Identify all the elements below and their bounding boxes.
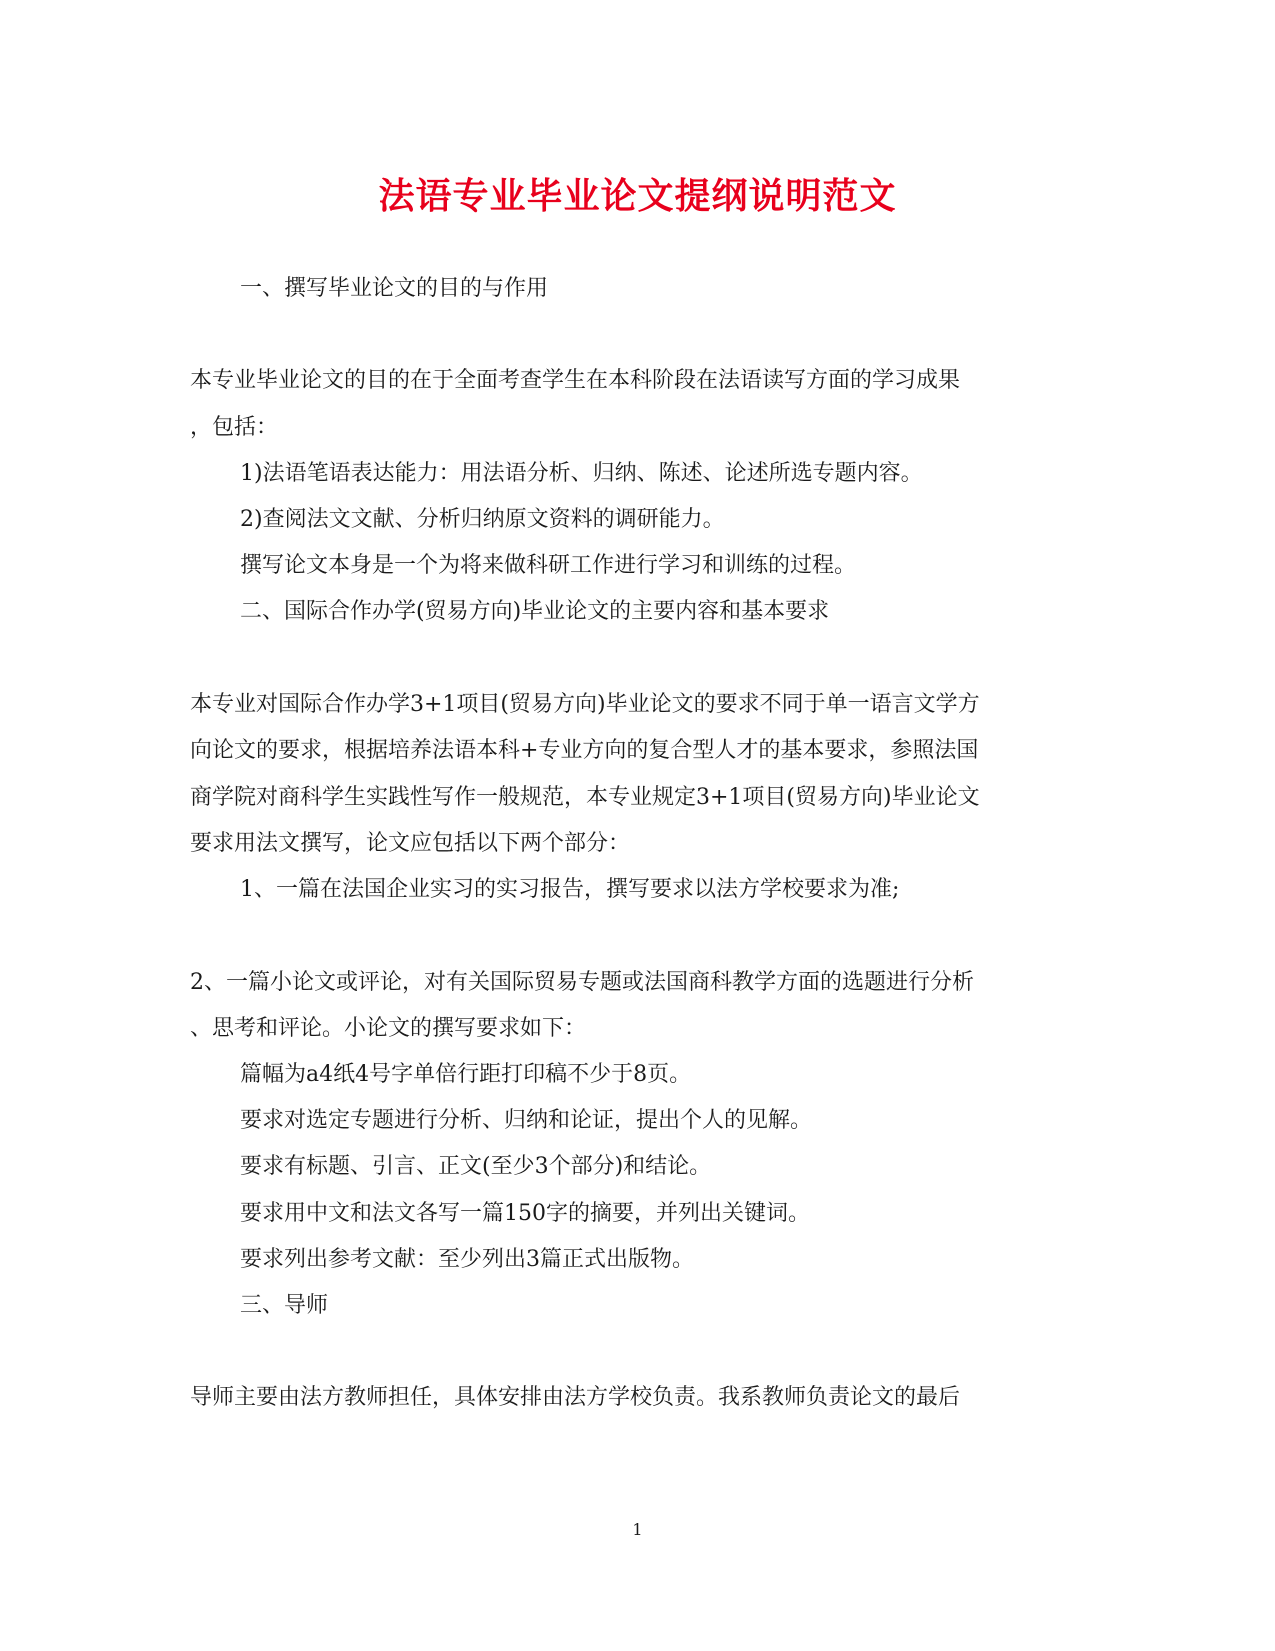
list-item: 1)法语笔语表达能力：用法语分析、归纳、陈述、论述所选专题内容。 [240,461,923,486]
requirement-item: 要求有标题、引言、正文(至少3个部分)和结论。 [240,1154,712,1179]
paragraph-line: ，包括： [190,415,279,440]
paragraph-line: 商学院对商科学生实践性写作一般规范，本专业规定3+1项目(贸易方向)毕业论文 [190,785,980,810]
page-number: 1 [632,1520,643,1539]
list-item: 2)查阅法文文献、分析归纳原文资料的调研能力。 [240,507,725,532]
document-title: 法语专业毕业论文提纲说明范文 [378,175,897,217]
paragraph-line: 撰写论文本身是一个为将来做科研工作进行学习和训练的过程。 [240,553,857,578]
section-heading-1: 一、撰写毕业论文的目的与作用 [240,276,549,301]
paragraph-line: 本专业对国际合作办学3+1项目(贸易方向)毕业论文的要求不同于单一语言文学方 [190,692,980,717]
requirement-item: 要求列出参考文献：至少列出3篇正式出版物。 [240,1247,694,1272]
requirement-item: 篇幅为a4纸4号字单倍行距打印稿不少于8页。 [240,1062,692,1087]
paragraph-line: 本专业毕业论文的目的在于全面考查学生在本科阶段在法语读写方面的学习成果 [190,368,961,393]
paragraph-line: 向论文的要求，根据培养法语本科+专业方向的复合型人才的基本要求，参照法国 [190,738,979,763]
section-heading-3: 三、导师 [240,1293,329,1318]
requirement-item: 要求对选定专题进行分析、归纳和论证，提出个人的见解。 [240,1108,813,1133]
paragraph-line: 要求用法文撰写，论文应包括以下两个部分： [190,831,631,856]
list-item: 1、一篇在法国企业实习的实习报告，撰写要求以法方学校要求为准; [240,877,900,902]
section-heading-2: 二、国际合作办学(贸易方向)毕业论文的主要内容和基本要求 [240,599,830,624]
paragraph-line: 导师主要由法方教师担任，具体安排由法方学校负责。我系教师负责论文的最后 [190,1385,961,1410]
list-item: 2、一篇小论文或评论，对有关国际贸易专题或法国商科教学方面的选题进行分析 [190,970,974,995]
paragraph-line: 、思考和评论。小论文的撰写要求如下： [190,1016,587,1041]
requirement-item: 要求用中文和法文各写一篇150字的摘要，并列出关键词。 [240,1201,810,1226]
